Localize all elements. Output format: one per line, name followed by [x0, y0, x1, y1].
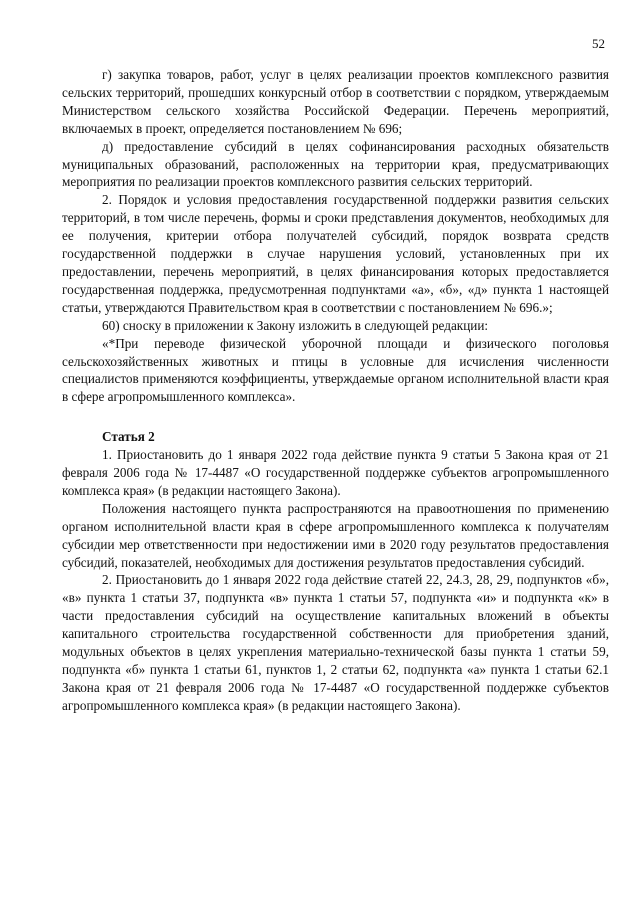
paragraph-subitem-d: д) предоставление субсидий в целях софинансирования расходных обязательств муниципальных образований, расположенных на территории края, предусматривающих мероприятия по реализации проектов комплексного развития сельских территорий. — [62, 138, 609, 190]
article-paragraph-1: 1. Приостановить до 1 января 2022 года действие пункта 9 статьи 5 Закона края от 21 февраля 2006 года № 17-4487 «О государственной поддержке субъектов агропромышленного комплекса края» (в редакции настоящего Закона). — [62, 447, 609, 498]
section-gap — [62, 406, 609, 428]
paragraph-item-2: 2. Порядок и условия предоставления государственной поддержки развития сельских территорий, в том числе перечень, формы и сроки представления документов, необходимых для ее получения, критерии отбора получателей субсидий, порядок возврата средств государственной поддержки в случае нарушения условий, установленных при их предоставлении, перечень мероприятий, в целях финансирования которых предоставляется государственная поддержка, предусмотренная подпунктами «а», «б», «д» пункта 1 настоящей статьи, утверждаются Правительством края в соответствии с постановлением № 696.»; — [62, 192, 609, 315]
article-paragraph-2: 2. Приостановить до 1 января 2022 года действие статей 22, 24.3, 28, 29, подпунктов «б», «в» пункта 1 статьи 37, подпункта «в» пункта 1 статьи 57, подпункта «и» и подпункта «к» в части предоставления субсидий на осуществление капитальных вложений в объекты капитального строительства государственной собственности для приобретения зданий, модульных объектов в целях укрепления материально-технической базы пункта 1 статьи 59, подпункта «б» пункта 1 статьи 61, пунктов 1, 2 статьи 62, подпункта «а» пункта 1 статьи 62.1 Закона края от 21 февраля 2006 года № 17-4487 «О государственной поддержке субъектов агропромышленного комплекса края» (в редакции настоящего Закона). — [62, 572, 609, 713]
paragraph-item-60: 60) сноску в приложении к Закону изложить в следующей редакции: — [102, 317, 489, 333]
page-number: 52 — [592, 36, 605, 51]
article-heading: Статья 2 — [102, 429, 155, 445]
paragraph-subitem-g: г) закупка товаров, работ, услуг в целях реализации проектов комплексного развития сельских территорий, прошедших конкурсный отбор в соответствии с порядком, утверждаемым Министерством сельского хозяйства Российской Федерации. Перечень мероприятий, включаемых в проект, определяется постановлением № 696; — [62, 67, 609, 136]
document-body — [62, 66, 609, 715]
paragraph-footnote-text: «*При переводе физической уборочной площади и физического поголовья сельскохозяйственных животных и птицы в условные для исчисления численности специалистов применяются коэффициенты, утверждаемые органом исполнительной власти края в сфере агропромышленного комплекса». — [62, 335, 609, 405]
article-paragraph-1-provisions: Положения настоящего пункта распространяются на правоотношения по применению органом исполнительной власти края в сфере агропромышленного комплекса к получателям субсидии мер ответственности при недостижении ими в 2020 году результатов предоставления субсидий, показателей, необходимых для достижения результатов предоставления субсидий. — [62, 500, 609, 570]
